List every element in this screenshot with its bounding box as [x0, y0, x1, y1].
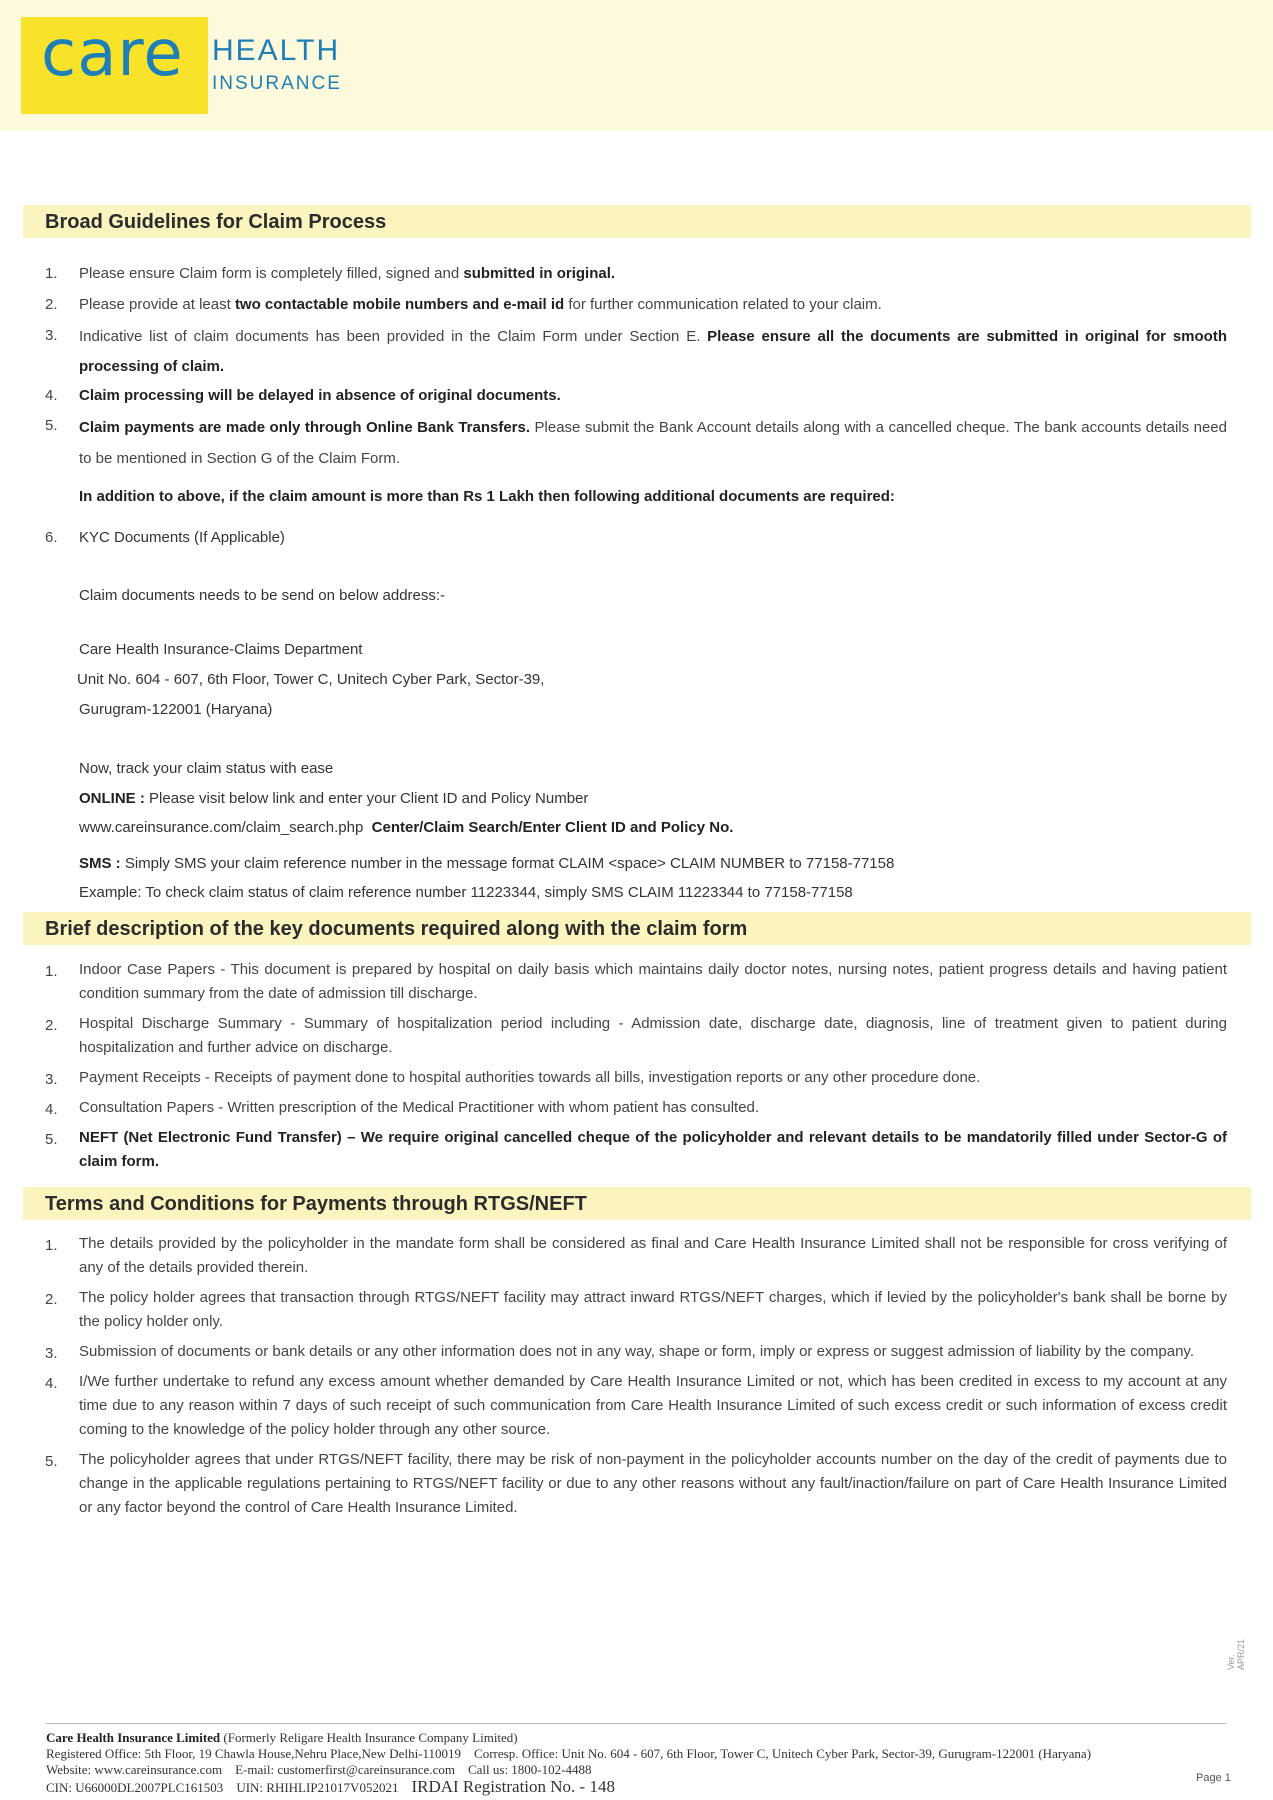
list-item: The policy holder agrees that transaction through RTGS/NEFT facility may attract inward RTGS/NEFT charges, which if levied by the policyholder's bank shall be borne by the policy holder only.	[79, 1289, 1227, 1330]
claim-search-link[interactable]: www.careinsurance.com/claim_search.php	[79, 819, 364, 836]
list-item: I/We further undertake to refund any excess amount whether demanded by Care Health Insurance Limited or not, which has been credited in excess to my account at any time due to any reason within 7 days of such receipt of such communication from Care Health Insurance Limited of such excess credit or such information of excess credit coming to the knowledge of the policy holder through any other source.	[79, 1373, 1227, 1438]
section-title-claim-process: Broad Guidelines for Claim Process	[45, 211, 387, 233]
list-item: KYC Documents (If Applicable)	[79, 529, 285, 546]
address-line: Gurugram-122001 (Haryana)	[79, 701, 273, 718]
address-intro: Claim documents needs to be send on below address:-	[79, 587, 446, 604]
footer-email-link[interactable]: E-mail: customerfirst@careinsurance.com	[235, 1762, 455, 1777]
list-number: 5.	[45, 417, 58, 434]
address-line: Care Health Insurance-Claims Department	[79, 641, 363, 658]
footer-offices: Registered Office: 5th Floor, 19 Chawla House,Nehru Place,New Delhi-110019 Corresp. Office: Unit No. 604 - 607, 6th Floor, Tower C, Unitech Cyber Park, Sector-39, Gurugram-122001 (Haryana)	[46, 1746, 1092, 1761]
footer-registration: CIN: U66000DL2007PLC161503 UIN: RHIHLIP21017V052021 IRDAI Registration No. - 148	[46, 1777, 615, 1796]
list-number: 3.	[45, 327, 58, 344]
address-line: Unit No. 604 - 607, 6th Floor, Tower C, Unitech Cyber Park, Sector-39,	[77, 671, 545, 688]
list-item: Consultation Papers - Written prescription of the Medical Practitioner with whom patient has consulted.	[79, 1099, 760, 1116]
logo-insurance: INSURANCE	[212, 73, 342, 94]
list-number: 3.	[45, 1345, 58, 1362]
list-number: 2.	[45, 296, 58, 313]
list-item: Submission of documents or bank details or any other information does not in any way, shape or form, imply or express or suggest admission of liability by the company.	[79, 1343, 1194, 1360]
list-number: 4.	[45, 1375, 58, 1392]
section-title-terms: Terms and Conditions for Payments through RTGS/NEFT	[45, 1193, 587, 1215]
footer-divider	[46, 1723, 1226, 1724]
list-item: The details provided by the policyholder in the mandate form shall be considered as final and Care Health Insurance Limited shall not be responsible for cross verifying of any of the details provided therein.	[79, 1235, 1227, 1276]
list-item: Payment Receipts - Receipts of payment done to hospital authorities towards all bills, investigation reports or any other procedure done.	[79, 1069, 981, 1086]
track-title: Now, track your claim status with ease	[79, 760, 334, 777]
list-item: Hospital Discharge Summary - Summary of hospitalization period including - Admission date, discharge date, diagnosis, line of treatment given to patient during hospitalization and further advice on discharge.	[79, 1015, 1227, 1056]
footer-company: Care Health Insurance Limited (Formerly Religare Health Insurance Company Limited)	[46, 1730, 518, 1745]
logo-word: care	[41, 17, 184, 91]
list-number: 2.	[45, 1291, 58, 1308]
list-item: Please provide at least two contactable mobile numbers and e-mail id for further communication related to your claim.	[79, 296, 882, 313]
version-label: Ver. APR/21	[1226, 1638, 1246, 1670]
logo-health: HEALTH	[212, 34, 341, 67]
footer-contacts: Website: www.careinsurance.com E-mail: customerfirst@careinsurance.com Call us: 1800-102-4488	[46, 1762, 592, 1777]
list-number: 5.	[45, 1131, 58, 1148]
list-number: 1.	[45, 963, 58, 980]
sms-instructions: SMS : Simply SMS your claim reference number in the message format CLAIM <space> CLAIM NUMBER to 77158-77158	[79, 855, 895, 872]
online-link-line: www.careinsurance.com/claim_search.php Center/Claim Search/Enter Client ID and Policy No.	[79, 819, 734, 836]
sms-example: Example: To check claim status of claim reference number 11223344, simply SMS CLAIM 11223344 to 77158-77158	[79, 884, 853, 901]
list-item: Please ensure Claim form is completely filled, signed and submitted in original.	[79, 265, 616, 282]
list-number: 3.	[45, 1071, 58, 1088]
online-instructions: ONLINE : Please visit below link and enter your Client ID and Policy Number	[79, 790, 589, 807]
section-title-key-documents: Brief description of the key documents required along with the claim form	[45, 918, 748, 940]
list-number: 4.	[45, 1101, 58, 1118]
list-item: Claim processing will be delayed in absence of original documents.	[79, 387, 561, 404]
list-number: 5.	[45, 1453, 58, 1470]
list-item: Indicative list of claim documents has been provided in the Claim Form under Section E. Please ensure all the documents are submitted in original for smooth processing of claim.	[79, 328, 1227, 375]
list-number: 4.	[45, 387, 58, 404]
list-number: 6.	[45, 529, 58, 546]
list-item: The policyholder agrees that under RTGS/NEFT facility, there may be risk of non-payment in the policyholder accounts number on the day of the credit of payments due to change in the applicable regulations pertaining to RTGS/NEFT facility or due to any other reasons without any fault/inaction/failure on part of Care Health Insurance Limited or any factor beyond the control of Care Health Insurance Limited.	[79, 1451, 1227, 1516]
page-number: Page 1	[1196, 1772, 1231, 1784]
footer-website-link[interactable]: Website: www.careinsurance.com	[46, 1762, 223, 1777]
list-item: Claim payments are made only through Online Bank Transfers. Please submit the Bank Account details along with a cancelled cheque. The bank accounts details need to be mentioned in Section G of the Claim Form.	[79, 419, 1227, 467]
list-number: 2.	[45, 1017, 58, 1034]
list-number: 1.	[45, 1237, 58, 1254]
list-number: 1.	[45, 265, 58, 282]
list-item: NEFT (Net Electronic Fund Transfer) – We require original cancelled cheque of the policyholder and relevant details to be mandatorily filled under Sector-G of claim form.	[79, 1129, 1227, 1170]
list-item: Indoor Case Papers - This document is prepared by hospital on daily basis which maintains daily doctor notes, nursing notes, patient progress details and having patient condition summary from the date of admission till discharge.	[79, 961, 1227, 1002]
additional-note: In addition to above, if the claim amount is more than Rs 1 Lakh then following additional documents are required:	[79, 488, 895, 505]
